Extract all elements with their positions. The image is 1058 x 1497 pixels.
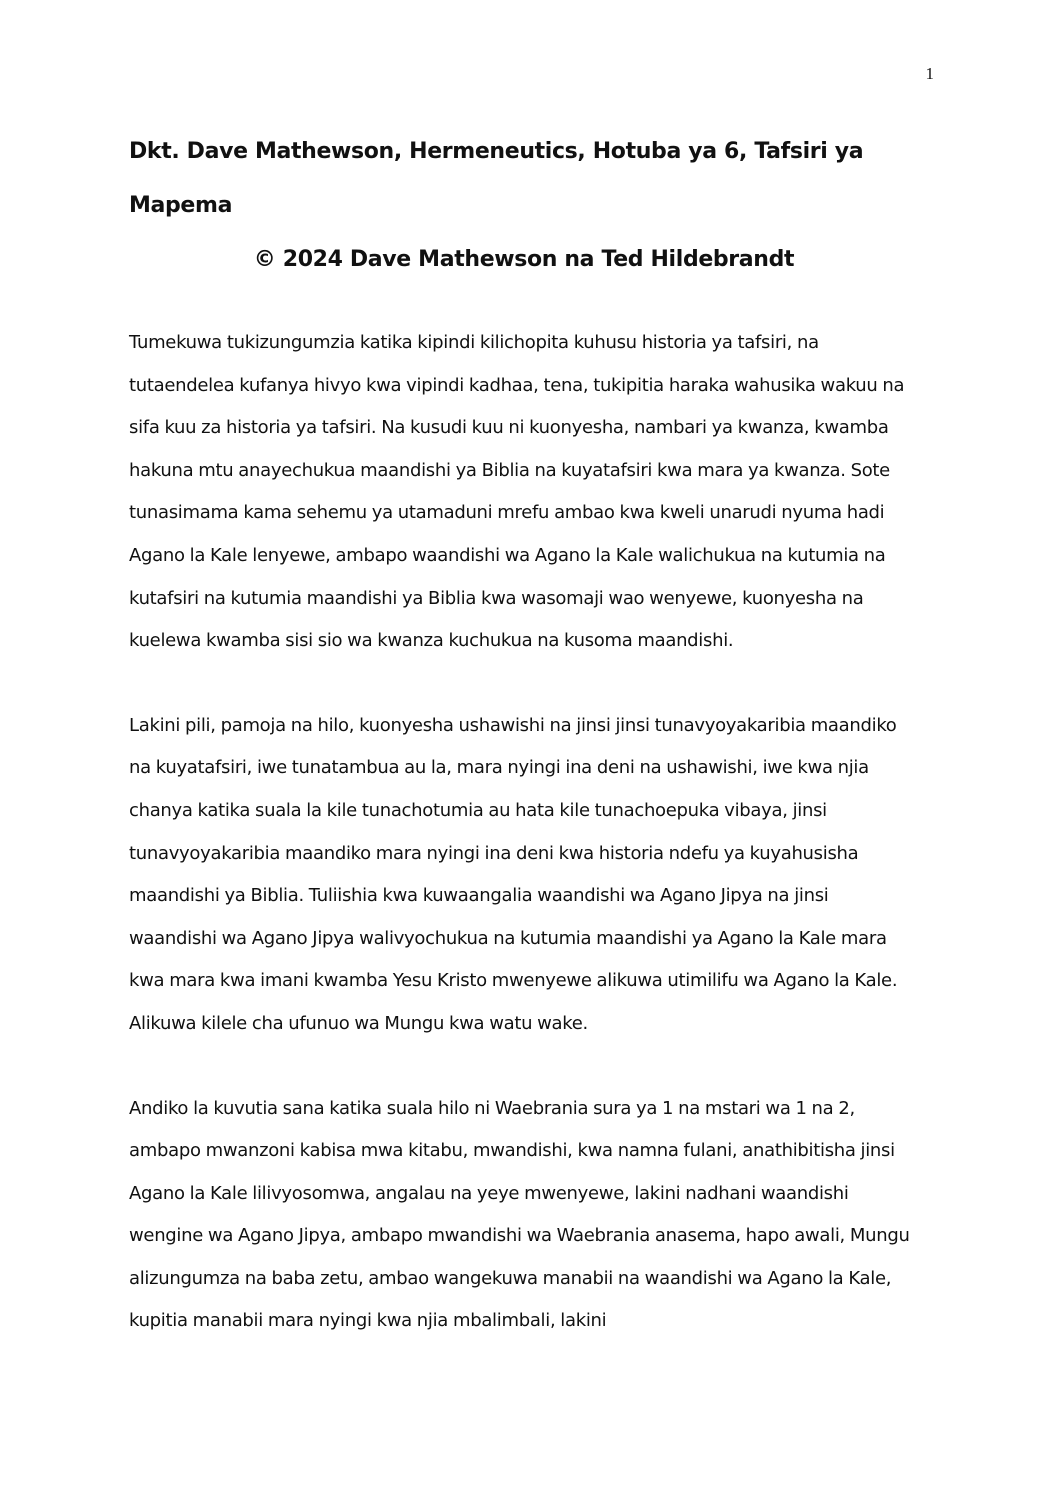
paragraph: Lakini pili, pamoja na hilo, kuonyesha ushawishi na jinsi jinsi tunavyoyakaribia maandiko na kuyatafsiri, iwe tunatambua au la, mara nyingi ina deni na ushawishi, iwe kwa njia chanya katika suala la kile tunachotumia au hata kile tunachoepuka vibaya, jinsi tunavyoyakaribia maandiko mara nyingi ina deni kwa historia ndefu ya kuyahusisha maandishi ya Biblia. Tuliishia kwa kuwaangalia waandishi wa Agano Jipya na jinsi waandishi wa Agano Jipya walivyochukua na kutumia maandishi ya Agano la Kale mara kwa mara kwa imani kwamba Yesu Kristo mwenyewe alikuwa utimilifu wa Agano la Kale. Alikuwa kilele cha ufunuo wa Mungu kwa watu wake. [129,714,898,1034]
paragraph: Andiko la kuvutia sana katika suala hilo ni Waebrania sura ya 1 na mstari wa 1 na 2, ambapo mwanzoni kabisa mwa kitabu, mwandishi, kwa namna fulani, anathibitisha jinsi Agano la Kale lilivyosomwa, angalau na yeye mwenyewe, lakini nadhani waandishi wengine wa Agano Jipya, ambapo mwandishi wa Waebrania anasema, hapo awali, Mungu alizungumza na baba zetu, ambao wangekuwa manabii na waandishi wa Agano la Kale, kupitia manabii mara nyingi kwa njia mbalimbali, lakini [129,1097,910,1332]
paragraph: Tumekuwa tukizungumzia katika kipindi kilichopita kuhusu historia ya tafsiri, na tutaendelea kufanya hivyo kwa vipindi kadhaa, tena, tukipitia haraka wahusika wakuu na sifa kuu za historia ya tafsiri. Na kusudi kuu ni kuonyesha, nambari ya kwanza, kwamba hakuna mtu anayechukua maandishi ya Biblia na kuyatafsiri kwa mara ya kwanza. Sote tunasimama kama sehemu ya utamaduni mrefu ambao kwa kweli unarudi nyuma hadi Agano la Kale lenyewe, ambapo waandishi wa Agano la Kale walichukua na kutumia na kutafsiri na kutumia maandishi ya Biblia kwa wasomaji wao wenyewe, kuonyesha na kuelewa kwamba sisi sio wa kwanza kuchukua na kusoma maandishi. [129,332,905,652]
body-text [129,322,919,1343]
document-title: Dkt. Dave Mathewson, Hermeneutics, Hotuba ya 6, Tafsiri ya Mapema [129,139,864,218]
copyright-line: © 2024 Dave Mathewson na Ted Hildebrandt [253,247,795,272]
page-number: 1 [925,64,934,83]
document-body [129,125,919,1385]
